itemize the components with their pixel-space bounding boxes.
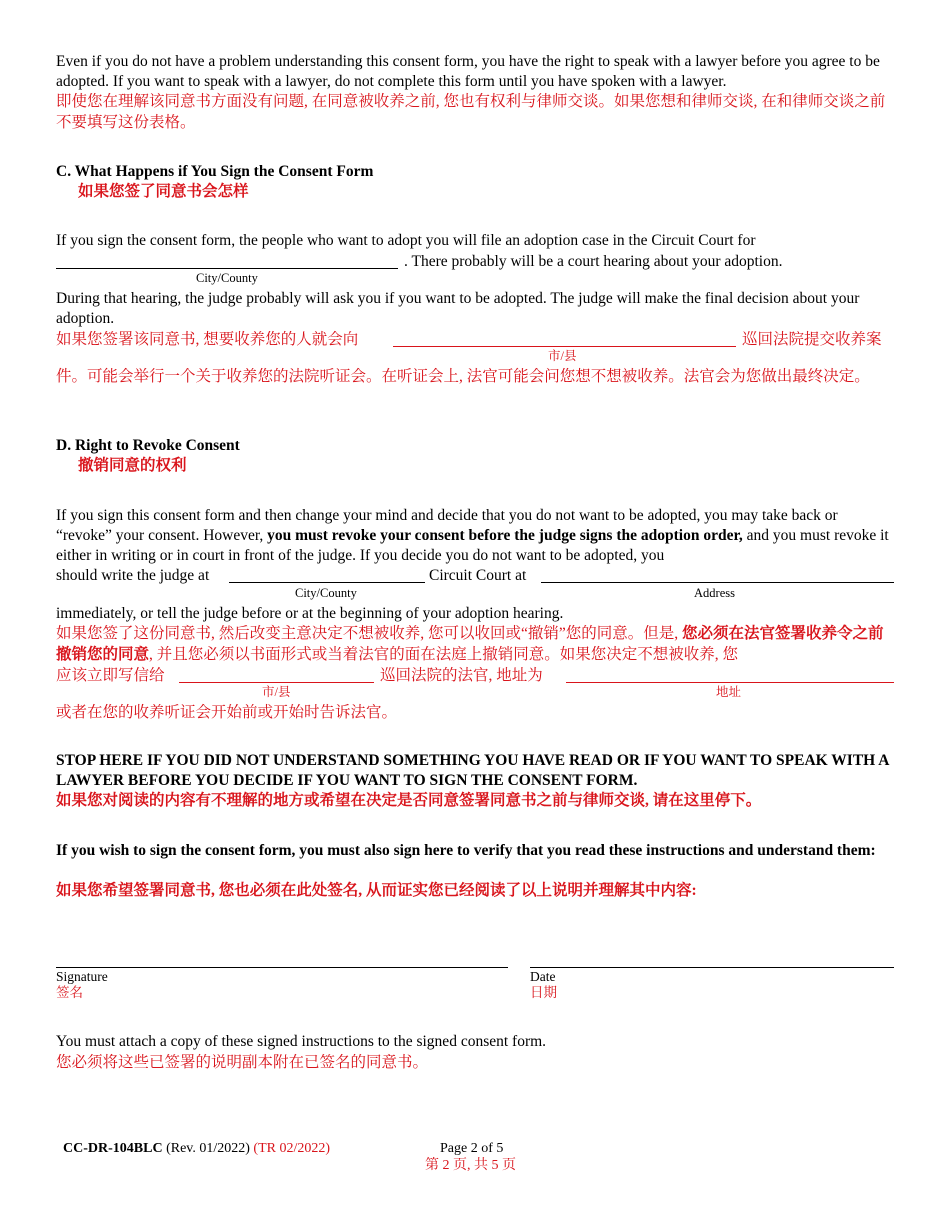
section-d-circuit-court-label: Circuit Court at — [429, 567, 527, 584]
section-d-write-judge-label: should write the judge at — [56, 567, 210, 584]
court-address-caption-zh: 地址 — [716, 685, 742, 699]
signature-label-zh: 签名 — [56, 985, 83, 1000]
signature-line[interactable] — [56, 967, 508, 968]
city-county-blank-zh[interactable] — [393, 346, 736, 347]
court-address-caption: Address — [694, 586, 735, 600]
stop-notice: STOP HERE IF YOU DID NOT UNDERSTAND SOMETHING YOU HAVE READ OR IF YOU WANT TO SPEAK WITH A LAWYER BEFORE YOU DECIDE IF YOU WANT TO SIGN THE CONSENT FORM. — [56, 752, 889, 789]
sign-instructions: If you wish to sign the consent form, you must also sign here to verify that you read these instructions and understand them: — [56, 842, 876, 859]
section-c-paragraph-1: If you sign the consent form, the people who want to adopt you will file an adoption case in the Circuit Court for — [56, 232, 756, 249]
intro-paragraph: Even if you do not have a problem understanding this consent form, you have the right to speak with a lawyer before you agree to be adopted. If you want to speak with a lawyer, do not complete this form until you have spoken with a lawyer. — [56, 53, 880, 90]
section-c-paragraph-zh-1: 如果您签署该同意书, 想要收养您的人就会向 — [56, 331, 359, 348]
section-d-heading: D. Right to Revoke Consent — [56, 437, 240, 454]
footer-form-id — [63, 1141, 330, 1157]
attach-instruction-zh: 您必须将这些已签署的说明副本附在已签名的同意书。 — [56, 1054, 429, 1071]
city-county-caption-zh: 市/县 — [548, 349, 577, 363]
form-revision: (Rev. 01/2022) — [166, 1141, 250, 1156]
section-d-paragraph-2: immediately, or tell the judge before or at the beginning of your adoption hearing. — [56, 605, 564, 622]
section-d-paragraph-zh-3: 或者在您的收养听证会开始前或开始时告诉法官。 — [56, 704, 398, 721]
court-address-blank[interactable] — [541, 582, 894, 583]
section-c-paragraph-1-end: . There probably will be a court hearing about your adoption. — [404, 253, 783, 270]
attach-instruction: You must attach a copy of these signed instructions to the signed consent form. — [56, 1033, 547, 1050]
judge-city-county-blank-zh[interactable] — [179, 682, 374, 683]
judge-city-county-caption-zh: 市/县 — [262, 685, 291, 699]
judge-city-county-caption: City/County — [295, 586, 357, 600]
page-number-zh: 第 2 页, 共 5 页 — [425, 1158, 516, 1173]
section-c-paragraph-zh-2: 件。可能会举行一个关于收养您的法院听证会。在听证会上, 法官可能会问您想不想被收养。法官会为您做出最终决定。 — [56, 368, 870, 385]
section-c-heading-zh: 如果您签了同意书会怎样 — [78, 183, 249, 200]
judge-city-county-blank[interactable] — [229, 582, 425, 583]
sign-instructions-zh: 如果您希望签署同意书, 您也必须在此处签名, 从而证实您已经阅读了以上说明并理解其中内容: — [56, 882, 697, 899]
date-line[interactable] — [530, 967, 894, 968]
court-address-blank-zh[interactable] — [566, 682, 894, 683]
date-label-zh: 日期 — [530, 985, 557, 1000]
section-c-heading: C. What Happens if You Sign the Consent Form — [56, 163, 374, 180]
section-c-paragraph-zh-1-end: 巡回法院提交收养案 — [742, 331, 882, 348]
stop-notice-zh: 如果您对阅读的内容有不理解的地方或希望在决定是否同意签署同意书之前与律师交谈, 请在这里停下。 — [56, 792, 762, 809]
section-d-paragraph-zh-2-mid: 巡回法院的法官, 地址为 — [380, 667, 543, 684]
signature-label: Signature — [56, 969, 108, 984]
page-number: Page 2 of 5 — [440, 1141, 504, 1156]
date-label: Date — [530, 969, 556, 984]
section-d-paragraph-1: If you sign this consent form and then change your mind and decide that you do not want to be adopted, you may take back or “revoke” your consent. However, you must revoke your consent before the judge signs the adoption order, and you must revoke it either in writing or in court in front of the judge. If you decide you do not want to be adopted, you — [56, 507, 889, 564]
city-county-caption: City/County — [196, 271, 258, 285]
form-id: CC-DR-104BLC — [63, 1141, 163, 1156]
section-d-paragraph-zh-2: 应该立即写信给 — [56, 667, 165, 684]
city-county-blank[interactable] — [56, 268, 398, 269]
translation-revision: (TR 02/2022) — [253, 1141, 331, 1156]
section-c-paragraph-2: During that hearing, the judge probably will ask you if you want to be adopted. The judge will make the final decision about your adoption. — [56, 290, 860, 327]
intro-paragraph-zh: 即使您在理解该同意书方面没有问题, 在同意被收养之前, 您也有权利与律师交谈。如果您想和律师交谈, 在和律师交谈之前不要填写这份表格。 — [56, 93, 886, 131]
section-d-heading-zh: 撤销同意的权利 — [78, 457, 187, 474]
section-d-paragraph-zh-1: 如果您签了这份同意书, 然后改变主意决定不想被收养, 您可以收回或“撤销”您的同意。但是, 您必须在法官签署收养令之前撤销您的同意, 并且您必须以书面形式或当着法官的面在法庭上撤销同意。如果您决定不想被收养, 您 — [56, 625, 884, 663]
